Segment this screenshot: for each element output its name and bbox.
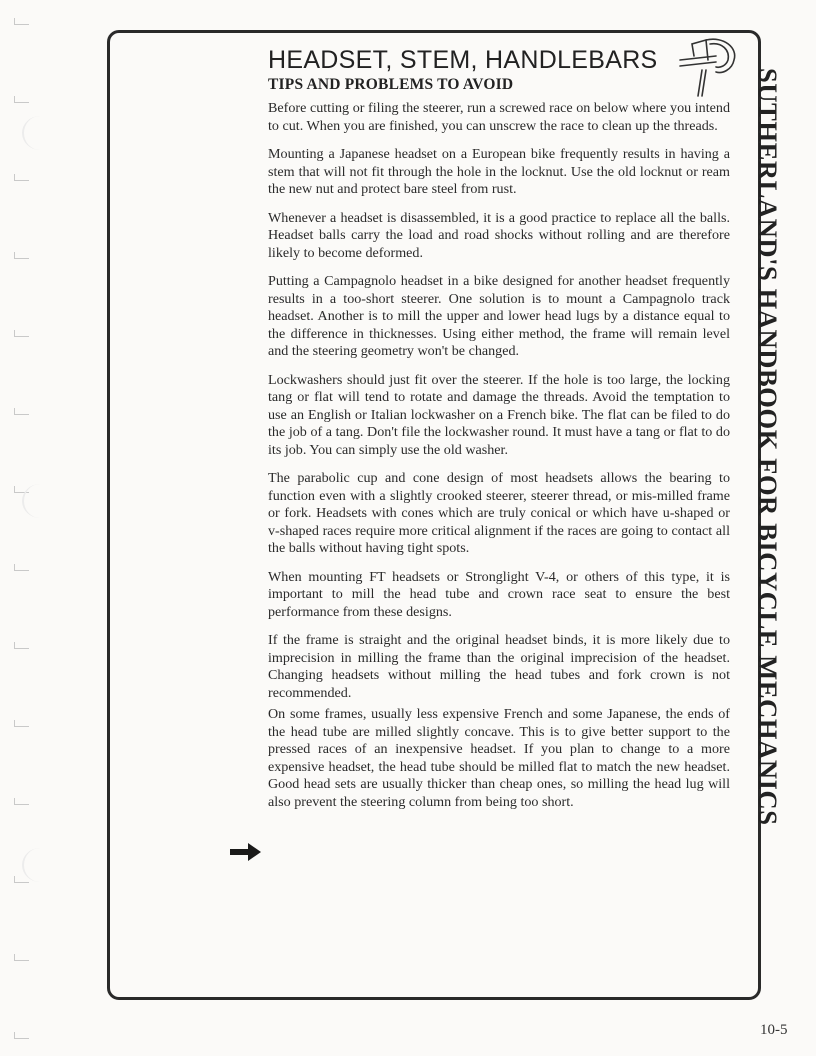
binder-tick: [14, 18, 29, 25]
punch-hole: [22, 848, 58, 882]
page-title: HEADSET, STEM, HANDLEBARS: [268, 46, 658, 74]
tip-paragraph: The parabolic cup and cone design of most headsets allows the bearing to function even with a slightly crooked steerer, steerer thread, or mis-milled frame or fork. Headsets with cones which are truly conical or which have u-shaped or v-shaped races require more critical alignment if the races are going to contact all the balls without having tight spots.: [268, 470, 730, 556]
tip-paragraph: When mounting FT headsets or Stronglight V-4, or others of this type, it is important to mill the head tube and crown race seat to ensure the best performance from these designs.: [268, 568, 730, 620]
binder-tick: [14, 408, 29, 415]
page-number: 10-5: [760, 1022, 788, 1038]
arrow-right-icon: [228, 841, 262, 863]
binder-tick: [14, 720, 29, 727]
binder-tick: [14, 96, 29, 103]
binder-tick: [14, 954, 29, 961]
main-content: [268, 44, 730, 822]
tip-paragraph: Putting a Campagnolo headset in a bike designed for another headset frequently results in a too-short steerer. One solution is to mount a Campagnolo track headset. Another is to mill the upper and lower head lugs by a distance equal to the difference in thicknesses. Using either method, the frame will remain level and the steering geometry won't be changed.: [268, 273, 730, 359]
tip-paragraph: Lockwashers should just fit over the steerer. If the hole is too large, the locking tang or flat will tend to rotate and damage the threads. Avoid the temptation to use an English or Italian lockwasher on a French bike. The flat can be filed to do the job of a tang. Don't file the lockwasher round. It must have a tang or flat to do its job. You can simply use the old washer.: [268, 371, 730, 458]
tip-paragraph: Mounting a Japanese headset on a European bike frequently results in having a stem that will not fit through the hole in the locknut. Use the old locknut or ream the new nut and protect bare steel from rust.: [268, 146, 730, 197]
tip-paragraph: Before cutting or filing the steerer, run a screwed race on below where you intend to cut. When you are finished, you can unscrew the race to clean up the threads.: [268, 100, 730, 134]
binder-tick: [14, 174, 29, 181]
punch-hole: [22, 484, 58, 518]
punch-hole: [22, 116, 58, 150]
binder-tick: [14, 1032, 29, 1039]
binder-tick: [14, 642, 29, 649]
tip-paragraph: Whenever a headset is disassembled, it is a good practice to replace all the balls. Headset balls carry the load and road shocks without rolling and are therefore likely to become deformed.: [268, 209, 730, 261]
binder-tick: [14, 330, 29, 337]
tip-paragraph: On some frames, usually less expensive French and some Japanese, the ends of the head tube are milled slightly concave. This is to give better support to the pressed races of an inexpensive headset. If you plan to change to a more expensive headset, the head tube should be milled flat to match the new headset. Good head sets are usually thicker than cheap ones, so milling the head lug will also prevent the steering column from being too short.: [268, 706, 730, 810]
binder-tick: [14, 564, 29, 571]
highlighted-tip-paragraph: If the frame is straight and the original headset binds, it is more likely due to imprecision in milling the frame than the original imprecision of the headset. Changing headsets without milling the head tubes and fork crown is not recommended.: [268, 632, 730, 701]
binder-tick: [14, 798, 29, 805]
section-subtitle: TIPS AND PROBLEMS TO AVOID: [268, 76, 514, 93]
binder-tick: [14, 252, 29, 259]
side-title: SUTHERLAND'S HANDBOOK FOR BICYCLE MECHANICS: [753, 68, 783, 826]
